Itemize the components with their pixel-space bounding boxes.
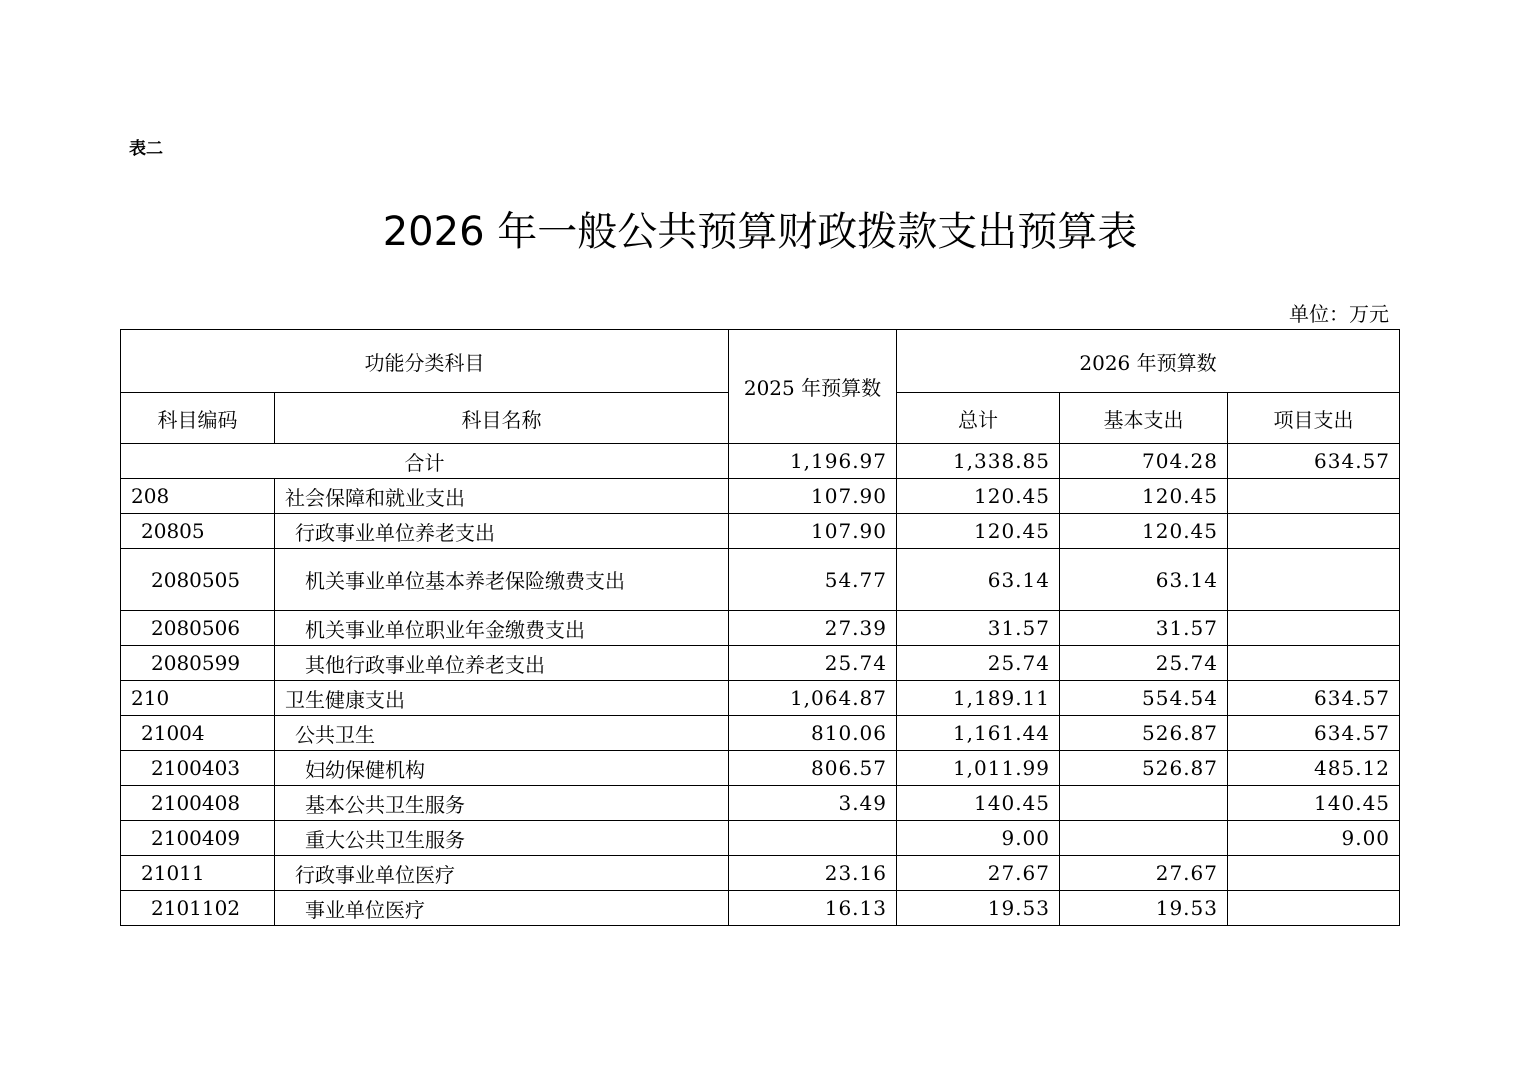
cell-total: 19.53 (897, 891, 1060, 926)
cell-prev-budget: 3.49 (729, 786, 897, 821)
cell-project: 140.45 (1228, 786, 1400, 821)
cell-code: 210 (121, 681, 275, 716)
cell-basic: 120.45 (1060, 479, 1228, 514)
cell-total: 140.45 (897, 786, 1060, 821)
cell-prev-budget: 54.77 (729, 549, 897, 611)
cell-basic: 25.74 (1060, 646, 1228, 681)
cell-prev-budget: 806.57 (729, 751, 897, 786)
page-title: 2026 年一般公共预算财政拨款支出预算表 (382, 209, 1138, 255)
cell-project (1228, 856, 1400, 891)
table-row (121, 611, 1400, 646)
cell-code: 2080599 (121, 646, 275, 681)
cell-basic: 31.57 (1060, 611, 1228, 646)
cell-total: 120.45 (897, 514, 1060, 549)
cell-prev-budget: 16.13 (729, 891, 897, 926)
header-prev-budget: 2025 年预算数 (729, 330, 897, 444)
cell-project: 634.57 (1228, 681, 1400, 716)
cell-project (1228, 646, 1400, 681)
cell-code: 2101102 (121, 891, 275, 926)
total-prev: 1,196.97 (729, 444, 897, 479)
header-current-budget: 2026 年预算数 (897, 330, 1400, 393)
cell-total: 27.67 (897, 856, 1060, 891)
cell-total: 9.00 (897, 821, 1060, 856)
cell-prev-budget: 107.90 (729, 514, 897, 549)
table-label: 表二 (129, 139, 163, 159)
cell-code: 2100408 (121, 786, 275, 821)
cell-prev-budget: 23.16 (729, 856, 897, 891)
cell-total: 1,189.11 (897, 681, 1060, 716)
header-name: 科目名称 (275, 393, 729, 444)
cell-total: 1,011.99 (897, 751, 1060, 786)
cell-name: 行政事业单位养老支出 (275, 514, 729, 549)
cell-project (1228, 479, 1400, 514)
total-basic: 704.28 (1060, 444, 1228, 479)
table-row (121, 751, 1400, 786)
cell-name: 其他行政事业单位养老支出 (275, 646, 729, 681)
cell-project (1228, 891, 1400, 926)
cell-project: 485.12 (1228, 751, 1400, 786)
cell-total: 31.57 (897, 611, 1060, 646)
table-row (121, 821, 1400, 856)
cell-name: 事业单位医疗 (275, 891, 729, 926)
table-row (121, 479, 1400, 514)
cell-basic (1060, 786, 1228, 821)
total-total: 1,338.85 (897, 444, 1060, 479)
total-project: 634.57 (1228, 444, 1400, 479)
cell-prev-budget: 107.90 (729, 479, 897, 514)
table-row (121, 646, 1400, 681)
header-function-category: 功能分类科目 (121, 330, 729, 393)
total-row (121, 444, 1400, 479)
header-total: 总计 (897, 393, 1060, 444)
table-row (121, 856, 1400, 891)
cell-name: 卫生健康支出 (275, 681, 729, 716)
cell-name: 基本公共卫生服务 (275, 786, 729, 821)
cell-project (1228, 514, 1400, 549)
cell-name: 行政事业单位医疗 (275, 856, 729, 891)
cell-prev-budget (729, 821, 897, 856)
table-row (121, 786, 1400, 821)
table-row (121, 681, 1400, 716)
table-row (121, 549, 1400, 611)
cell-code: 20805 (121, 514, 275, 549)
cell-basic: 526.87 (1060, 716, 1228, 751)
cell-code: 2100403 (121, 751, 275, 786)
cell-prev-budget: 1,064.87 (729, 681, 897, 716)
cell-code: 21004 (121, 716, 275, 751)
header-basic: 基本支出 (1060, 393, 1228, 444)
cell-name: 机关事业单位职业年金缴费支出 (275, 611, 729, 646)
header-code: 科目编码 (121, 393, 275, 444)
cell-code: 2100409 (121, 821, 275, 856)
cell-name: 机关事业单位基本养老保险缴费支出 (275, 549, 729, 611)
cell-name: 社会保障和就业支出 (275, 479, 729, 514)
cell-basic: 27.67 (1060, 856, 1228, 891)
cell-name: 妇幼保健机构 (275, 751, 729, 786)
cell-project (1228, 549, 1400, 611)
cell-code: 2080506 (121, 611, 275, 646)
cell-total: 25.74 (897, 646, 1060, 681)
cell-total: 1,161.44 (897, 716, 1060, 751)
cell-total: 63.14 (897, 549, 1060, 611)
cell-name: 公共卫生 (275, 716, 729, 751)
cell-prev-budget: 25.74 (729, 646, 897, 681)
cell-basic: 526.87 (1060, 751, 1228, 786)
cell-project: 634.57 (1228, 716, 1400, 751)
cell-name: 重大公共卫生服务 (275, 821, 729, 856)
total-label: 合计 (121, 444, 729, 479)
cell-basic: 63.14 (1060, 549, 1228, 611)
cell-basic: 19.53 (1060, 891, 1228, 926)
cell-code: 208 (121, 479, 275, 514)
header-row-1 (121, 330, 1400, 393)
cell-project: 9.00 (1228, 821, 1400, 856)
cell-basic (1060, 821, 1228, 856)
cell-project (1228, 611, 1400, 646)
budget-table (120, 329, 1400, 926)
table-row (121, 891, 1400, 926)
cell-prev-budget: 810.06 (729, 716, 897, 751)
cell-code: 21011 (121, 856, 275, 891)
unit-note: 单位：万元 (1289, 302, 1389, 326)
header-project: 项目支出 (1228, 393, 1400, 444)
cell-code: 2080505 (121, 549, 275, 611)
cell-basic: 554.54 (1060, 681, 1228, 716)
cell-total: 120.45 (897, 479, 1060, 514)
cell-basic: 120.45 (1060, 514, 1228, 549)
cell-prev-budget: 27.39 (729, 611, 897, 646)
table-row (121, 514, 1400, 549)
table-row (121, 716, 1400, 751)
